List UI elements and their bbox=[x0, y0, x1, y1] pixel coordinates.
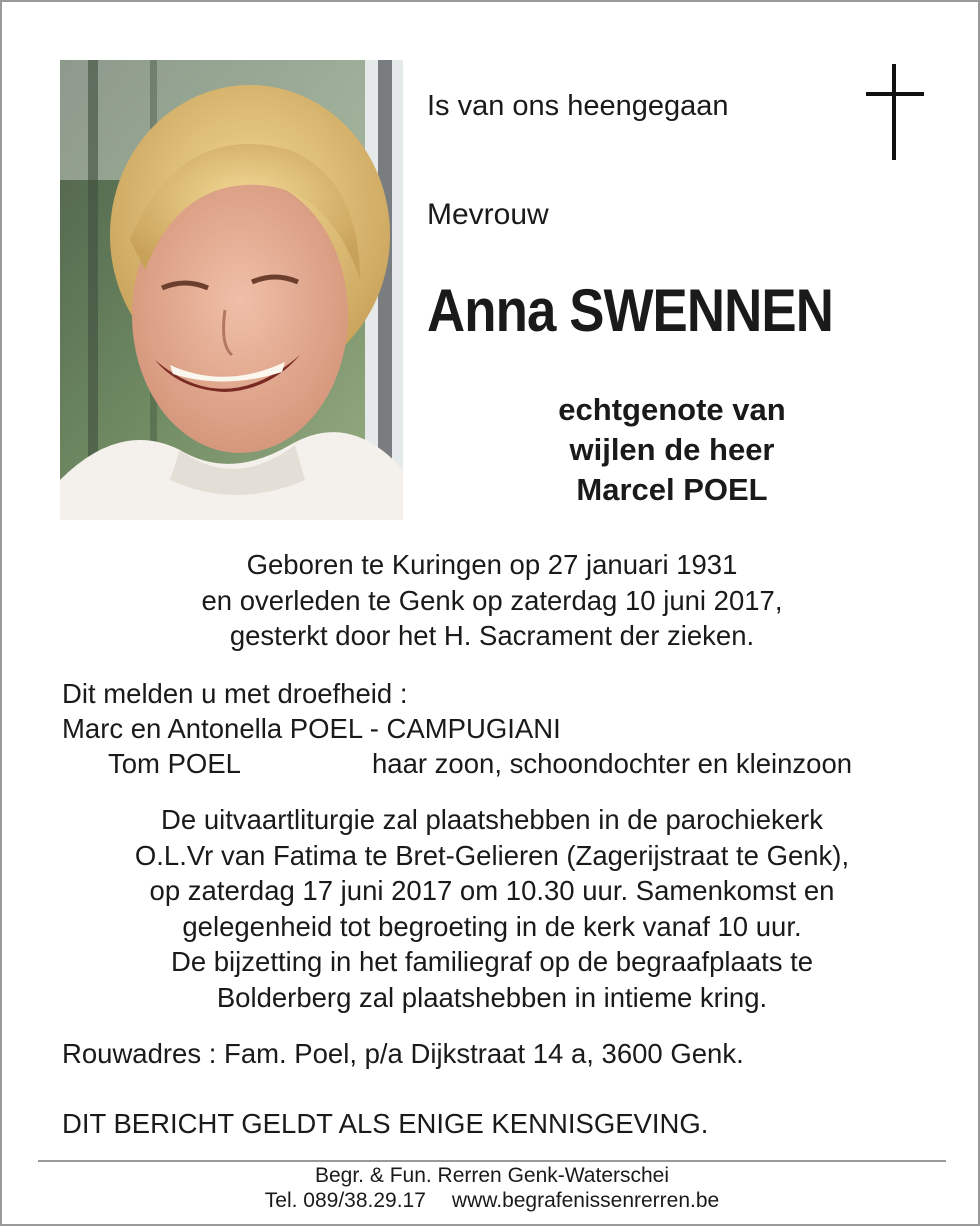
spouse-block bbox=[427, 390, 917, 510]
birth-line: Geboren te Kuringen op 27 januari 1931 bbox=[246, 549, 738, 580]
funeral-line: De uitvaartliturgie zal plaatshebben in de parochiekerk bbox=[161, 804, 823, 835]
portrait-photo bbox=[60, 60, 403, 520]
funeral-details bbox=[42, 802, 942, 1015]
intro-text: Is van ons heengegaan bbox=[427, 90, 729, 122]
spouse-line: echtgenote van bbox=[558, 392, 786, 427]
family-relation: haar zoon, schoondochter en kleinzoon bbox=[372, 748, 853, 779]
spouse-line: wijlen de heer bbox=[569, 432, 775, 467]
family-line: Marc en Antonella POEL - CAMPUGIANI bbox=[62, 713, 561, 744]
footer-phone: Tel. 089/38.29.17 bbox=[264, 1189, 426, 1212]
funeral-line: op zaterdag 17 juni 2017 om 10.30 uur. Samenkomst en bbox=[149, 875, 835, 906]
birth-death-block bbox=[42, 547, 942, 654]
cross-icon bbox=[866, 64, 924, 160]
funeral-line: gelegenheid tot begroeting in de kerk vanaf 10 uur. bbox=[182, 910, 802, 942]
closing-notice: DIT BERICHT GELDT ALS ENIGE KENNISGEVING. bbox=[62, 1108, 709, 1139]
spouse-line: Marcel POEL bbox=[576, 472, 768, 507]
honorific-title: Mevrouw bbox=[427, 198, 549, 231]
funeral-company: Begr. & Fun. Rerren Genk-Waterschei bbox=[314, 1164, 670, 1187]
funeral-line: Bolderberg zal plaatshebben in intieme kring. bbox=[216, 981, 768, 1013]
announcement-intro: Dit melden u met droefheid : bbox=[62, 678, 408, 709]
footer-contact bbox=[42, 1189, 942, 1213]
footer-divider bbox=[38, 1160, 946, 1162]
birth-line: en overleden te Genk op zaterdag 10 juni 2017, bbox=[201, 584, 783, 616]
funeral-line: De bijzetting in het familiegraf op de begraafplaats te bbox=[170, 946, 814, 977]
funeral-line: O.L.Vr van Fatima te Bret-Gelieren (Zagerijstraat te Genk), bbox=[134, 839, 850, 871]
deceased-name: Anna SWENNEN bbox=[427, 277, 833, 344]
mourning-address: Rouwadres : Fam. Poel, p/a Dijkstraat 14 a, 3600 Genk. bbox=[62, 1038, 744, 1069]
footer-website[interactable]: www.begrafenissenrerren.be bbox=[451, 1189, 720, 1212]
family-member-name: Tom POEL bbox=[108, 748, 241, 779]
birth-line: gesterkt door het H. Sacrament der zieken. bbox=[229, 620, 755, 651]
